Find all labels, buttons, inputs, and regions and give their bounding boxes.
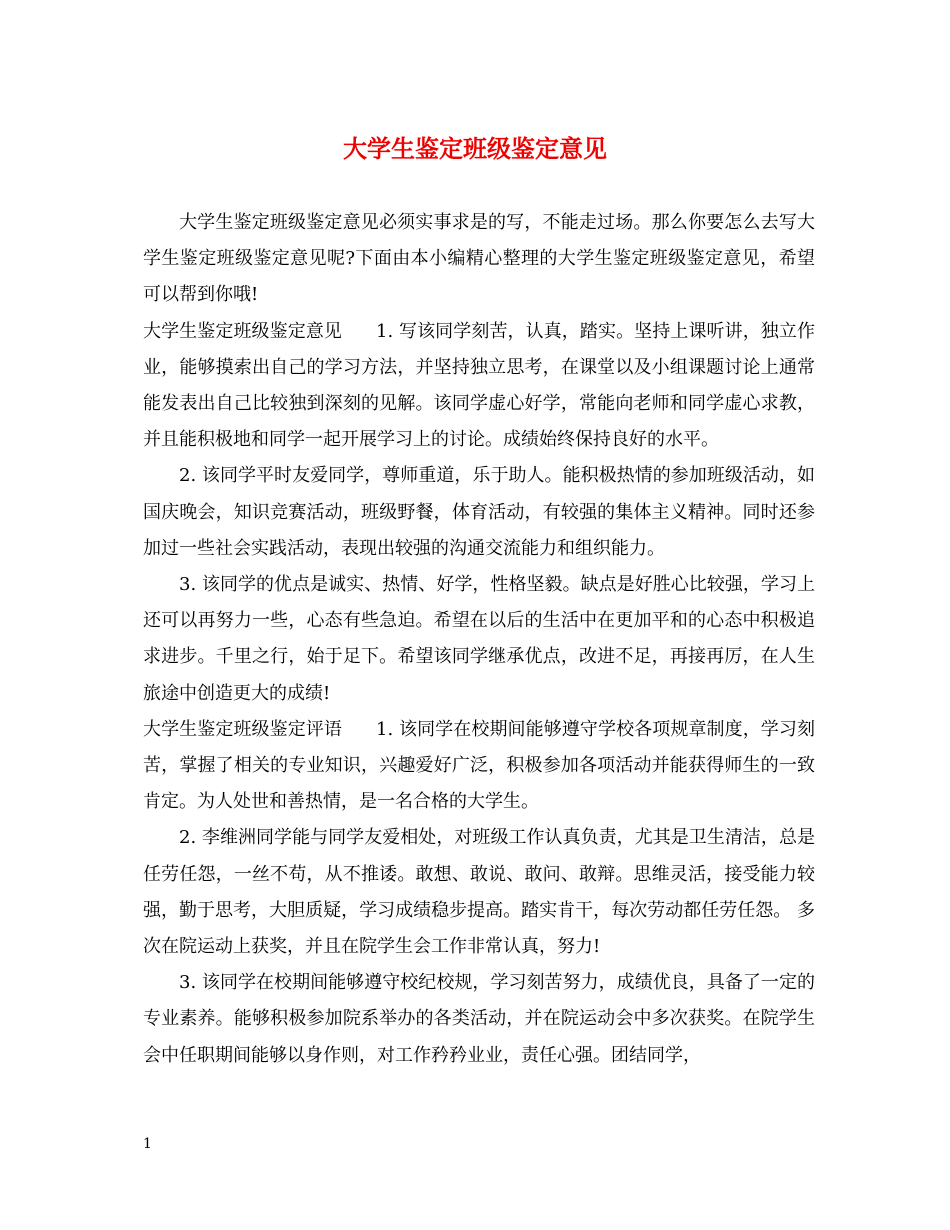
section1-item-1: 1. 写该同学刻苦，认真，踏实。坚持上课听讲，独立作业，能够摸索出自己的学习方法，并坚持独立思考，在课堂以及小组课题讨论上通常能发表出自己比较独到深刻的见解。该同学虚心好学，常能向老师和同学虚心求教，并且能积极地和同学一起开展学习上的讨论。成绩始终保持良好的水平。 [143, 320, 815, 451]
section2-heading: 大学生鉴定班级鉴定评语 [143, 718, 342, 740]
section2-item-3: 3. 该同学在校期间能够遵守校纪校规，学习刻苦努力，成绩优良，具备了一定的专业素养。能够积极参加院系举办的各类活动，并在院运动会中多次获奖。在院学生会中任职期间能够以身作则，对工作矜矜业业，责任心强。团结同学， [143, 972, 815, 1066]
document-title: 大学生鉴定班级鉴定意见 [343, 135, 607, 163]
page-number: 1 [143, 1136, 152, 1152]
section1-item-2: 2. 该同学平时友爱同学，尊师重道，乐于助人。能积极热情的参加班级活动，如国庆晚会，知识竞赛活动，班级野餐，体育活动，有较强的集体主义精神。同时还参加过一些社会实践活动，表现出较强的沟通交流能力和组织能力。 [143, 465, 815, 559]
document-body [143, 205, 815, 1074]
section2-first-paragraph [143, 712, 815, 821]
section1-item-3: 3. 该同学的优点是诚实、热情、好学，性格坚毅。缺点是好胜心比较强，学习上还可以再努力一些，心态有些急迫。希望在以后的生活中在更加平和的心态中积极追求进步。千里之行，始于足下。希望该同学继承优点，改进不足，再接再厉，在人生旅途中创造更大的成绩! [143, 574, 815, 704]
section1-first-paragraph [143, 314, 815, 459]
section1-heading: 大学生鉴定班级鉴定意见 [143, 320, 342, 342]
section2-item-2: 2. 李维洲同学能与同学友爱相处，对班级工作认真负责，尤其是卫生清洁，总是任劳任怨，一丝不苟，从不推诿。敢想、敢说、敢问、敢辩。思维灵活，接受能力较强，勤于思考，大胆质疑，学习成绩稳步提高。踏实肯干，每次劳动都任劳任怨。 多次在院运动上获奖，并且在院学生会工作非常认真，努力! [143, 827, 815, 958]
intro-paragraph: 大学生鉴定班级鉴定意见必须实事求是的写，不能走过场。那么你要怎么去写大学生鉴定班级鉴定意见呢?下面由本小编精心整理的大学生鉴定班级鉴定意见，希望可以帮到你哦! [143, 212, 815, 306]
section2-item-1: 1. 该同学在校期间能够遵守学校各项规章制度，学习刻苦，掌握了相关的专业知识，兴趣爱好广泛，积极参加各项活动并能获得师生的一致肯定。为人处世和善热情，是一名合格的大学生。 [143, 718, 815, 813]
